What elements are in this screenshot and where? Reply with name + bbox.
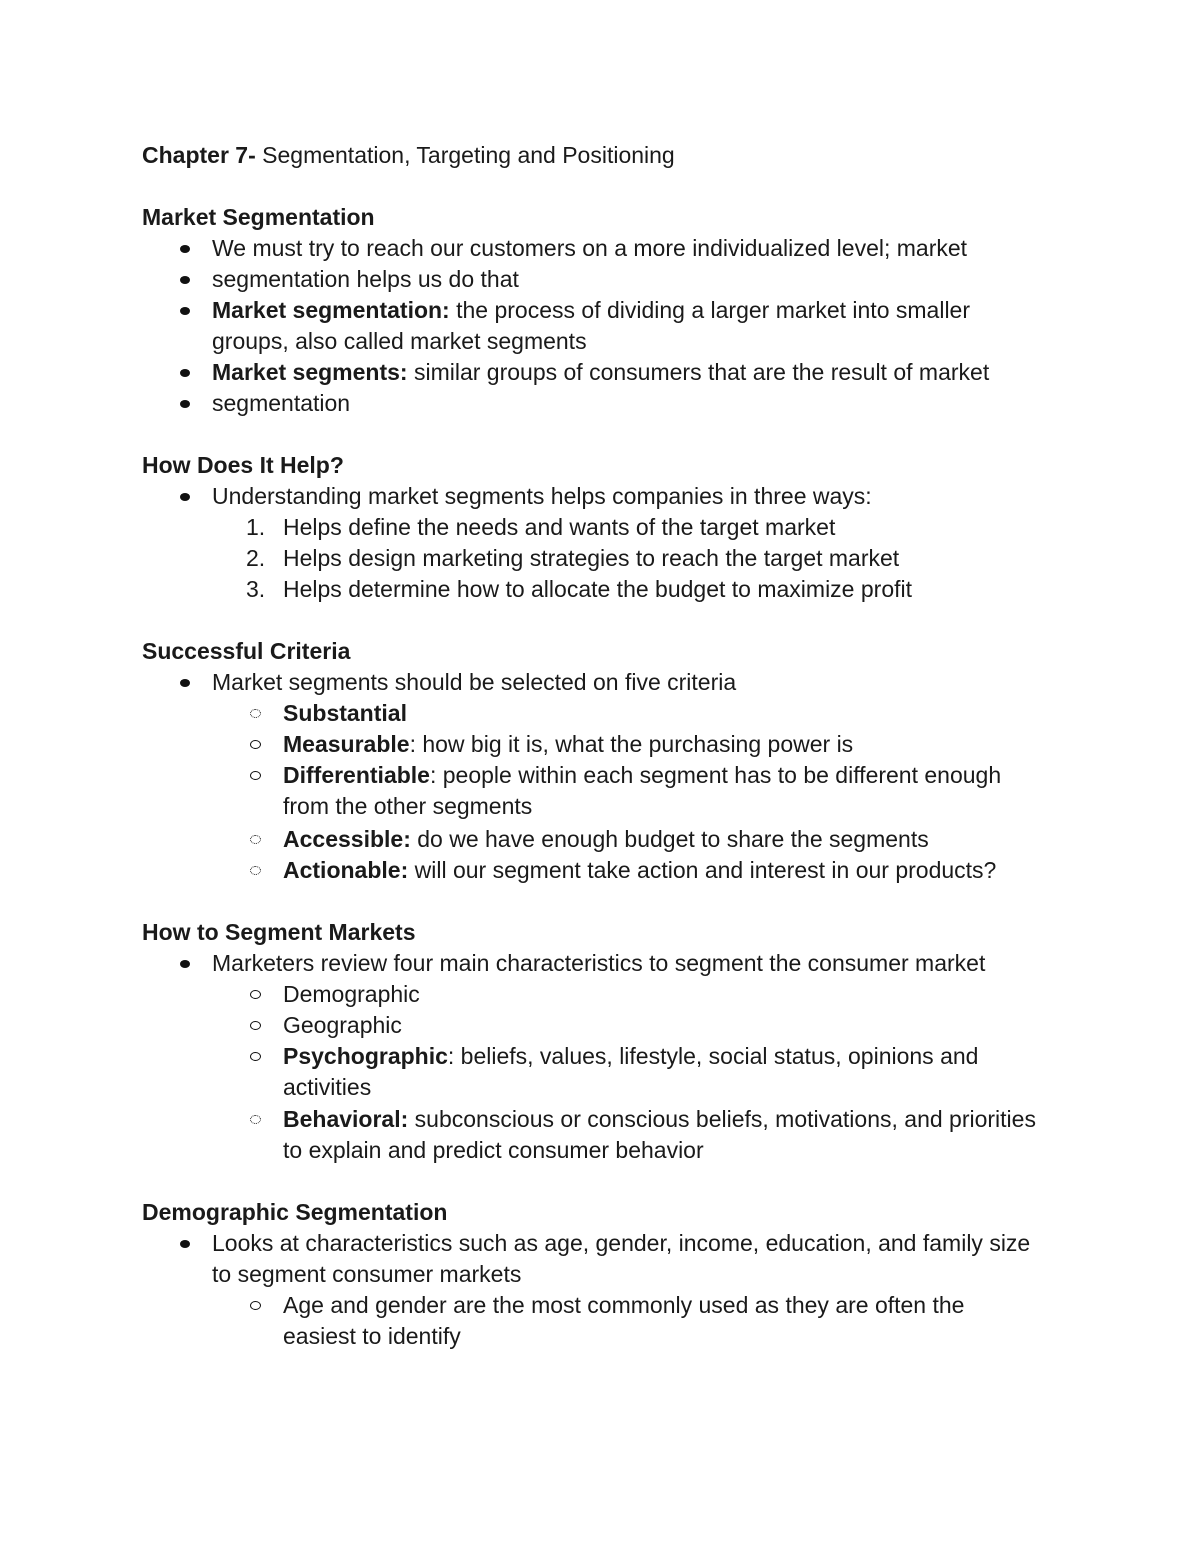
sub-list-item: [283, 698, 407, 729]
sub-list-item: [283, 729, 853, 760]
term: Actionable:: [283, 857, 409, 883]
heading-demographic-segmentation: Demographic Segmentation: [142, 1199, 448, 1225]
list-number: 1.: [246, 514, 266, 540]
term: Substantial: [283, 700, 407, 726]
heading-market-segmentation: Market Segmentation: [142, 204, 375, 230]
term: Measurable: [283, 731, 410, 757]
definition: : beliefs, values, lifestyle, social status, opinions and: [447, 1043, 979, 1069]
list-item: Marketers review four main characteristics to segment the consumer market: [212, 948, 985, 979]
sub-list-item-continuation: easiest to identify: [283, 1323, 461, 1349]
sub-list-item: Age and gender are the most commonly used as they are often the: [283, 1290, 964, 1321]
chapter-topic: Segmentation, Targeting and Positioning: [255, 142, 675, 168]
list-item: segmentation: [212, 388, 350, 419]
list-item: segmentation helps us do that: [212, 264, 519, 295]
term: Market segments:: [212, 359, 408, 385]
sub-list-item-continuation: from the other segments: [283, 793, 533, 819]
list-item-continuation: groups, also called market segments: [212, 328, 587, 354]
definition: similar groups of consumers that are the result of market: [407, 359, 990, 385]
definition: will our segment take action and interest in our products?: [408, 857, 997, 883]
list-item: Understanding market segments helps companies in three ways:: [212, 481, 872, 512]
list-number: 2.: [246, 545, 266, 571]
definition: : people within each segment has to be different enough: [429, 762, 1002, 788]
list-item: Market segments should be selected on five criteria: [212, 667, 736, 698]
list-item: We must try to reach our customers on a more individualized level; market: [212, 233, 967, 264]
document-title: [142, 140, 675, 171]
list-number: 3.: [246, 576, 266, 602]
numbered-item: Helps determine how to allocate the budget to maximize profit: [283, 576, 912, 602]
sub-list-item: [283, 1041, 978, 1072]
numbered-item: Helps design marketing strategies to reach the target market: [283, 545, 900, 571]
sub-list-item: Demographic: [283, 979, 420, 1010]
chapter-label: Chapter 7-: [142, 142, 256, 168]
numbered-item: Helps define the needs and wants of the target market: [283, 514, 836, 540]
sub-list-item: [283, 1104, 1036, 1135]
sub-list-item: [283, 760, 1001, 791]
heading-how-to-segment-markets: How to Segment Markets: [142, 919, 416, 945]
list-item-continuation: to segment consumer markets: [212, 1261, 522, 1287]
sub-list-item: Geographic: [283, 1010, 402, 1041]
heading-successful-criteria: Successful Criteria: [142, 638, 351, 664]
list-item: [212, 357, 989, 388]
definition: : how big it is, what the purchasing power is: [409, 731, 854, 757]
term: Market segmentation:: [212, 297, 450, 323]
sub-list-item-continuation: to explain and predict consumer behavior: [283, 1137, 704, 1163]
definition: subconscious or conscious beliefs, motivations, and priorities: [408, 1106, 1036, 1132]
heading-how-does-it-help: How Does It Help?: [142, 452, 344, 478]
definition: the process of dividing a larger market into smaller: [449, 297, 971, 323]
list-item: [212, 295, 970, 326]
term: Accessible:: [283, 826, 411, 852]
list-item: Looks at characteristics such as age, gender, income, education, and family size: [212, 1228, 1030, 1259]
sub-list-item: [283, 855, 996, 886]
term: Psychographic: [283, 1043, 448, 1069]
term: Behavioral:: [283, 1106, 409, 1132]
sub-list-item-continuation: activities: [283, 1074, 372, 1100]
term: Differentiable: [283, 762, 430, 788]
definition: do we have enough budget to share the segments: [410, 826, 929, 852]
sub-list-item: [283, 824, 929, 855]
